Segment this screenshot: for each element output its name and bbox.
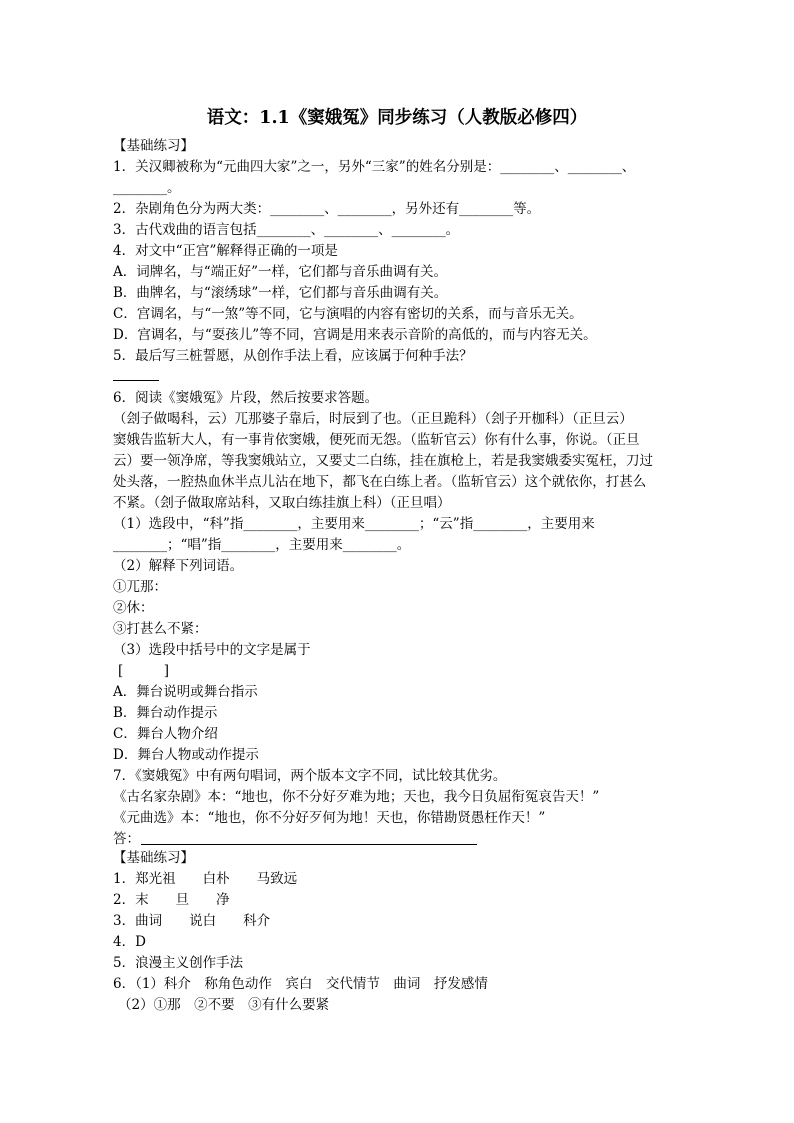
term-item: ①兀那： xyxy=(113,579,167,595)
option-d: D．宫调名，与“耍孩儿”等不同，宫调是用来表示音阶的高低的，而与内容无关。 xyxy=(113,327,597,343)
passage-line: 云）要一领净席，等我窦娥站立，又要丈二白练，挂在旗枪上，若是我窦娥委实冤枉，刀过 xyxy=(113,453,653,469)
passage-line: （刽子做喝科，云）兀那婆子靠后，时辰到了也。（正旦跪科）（刽子开枷科）（正旦云） xyxy=(113,411,633,427)
answer-bracket: [ ] xyxy=(118,663,170,679)
version-quote: 《古名家杂剧》本：“地也，你不分好歹难为地；天也，我今日负屈衔冤哀告天！” xyxy=(113,789,600,805)
option-c: C．宫调名，与“一煞”等不同，它与演唱的内容有密切的关系，而与音乐无关。 xyxy=(113,306,583,322)
option-c: C．舞台人物介绍 xyxy=(113,726,218,742)
question-7: 7．《窦娥冤》中有两句唱词，两个版本文字不同，试比较其优劣。 xyxy=(113,768,507,784)
answer-item: 6．（1）科介 称角色动作 宾白 交代情节 曲词 抒发感情 xyxy=(113,976,488,992)
answer-item: 3．曲词 说白 科介 xyxy=(113,913,271,929)
question-4: 4．对文中“正宫”解释得正确的一项是 xyxy=(113,243,338,259)
option-b: B．舞台动作提示 xyxy=(113,705,218,721)
option-d: D．舞台人物或动作提示 xyxy=(113,747,259,763)
option-b: B．曲牌名，与“滚绣球”一样，它们都与音乐曲调有关。 xyxy=(113,285,448,301)
term-item: ③打甚么不紧： xyxy=(113,621,208,637)
answer-item: 5．浪漫主义创作手法 xyxy=(113,955,244,971)
sub-question-3: （3）选段中括号中的文字是属于 xyxy=(113,642,311,658)
answer-item: （2）①那 ②不要 ③有什么要紧 xyxy=(118,997,330,1013)
document-title: 语文：1.1《窦娥冤》同步练习（人教版必修四） xyxy=(206,108,588,128)
question-5: 5．最后写三桩誓愿，从创作手法上看，应该属于何种手法？ xyxy=(113,348,473,364)
term-item: ②休： xyxy=(113,600,154,616)
sub-question-1: （1）选段中，“科”指________，主要用来________；“云”指________，主要用来 xyxy=(113,516,595,532)
answer-label: 答： xyxy=(113,831,140,847)
answer-item: 2．末 旦 净 xyxy=(113,892,230,908)
sub-question-1-cont: ________；“唱”指________，主要用来________。 xyxy=(113,537,411,553)
answers-heading: 【基础练习】 xyxy=(113,850,194,866)
question-2: 2．杂剧角色分为两大类：________、________，另外还有________等。 xyxy=(113,201,541,217)
answer-line xyxy=(113,380,159,381)
question-1-cont: ________。 xyxy=(113,180,181,196)
passage-line: 不紧。（刽子做取席站科，又取白练挂旗上科）（正旦唱） xyxy=(113,495,451,511)
version-quote: 《元曲选》本：“地也，你不分好歹何为地！天也，你错勘贤愚枉作天！” xyxy=(113,810,546,826)
option-a: A．词牌名，与“端正好”一样，它们都与音乐曲调有关。 xyxy=(113,264,448,280)
question-3: 3．古代戏曲的语言包括________、________、________。 xyxy=(113,222,460,238)
passage-line: 处头落，一腔热血休半点儿沾在地下，都飞在白练上者。（监斩官云）这个就依你，打甚么 xyxy=(113,474,647,490)
answer-item: 1．郑光祖 白朴 马致远 xyxy=(113,871,298,887)
question-1: 1．关汉卿被称为“元曲四大家”之一，另外“三家”的姓名分别是：________、________、 xyxy=(113,159,636,175)
passage-line: 窦娥告监斩大人，有一事肯依窦娥，便死而无怨。（监斩官云）你有什么事，你说。（正旦 xyxy=(113,432,640,448)
answer-line xyxy=(141,844,477,845)
sub-question-2: （2）解释下列词语。 xyxy=(113,558,244,574)
option-a: A．舞台说明或舞台指示 xyxy=(113,684,258,700)
answer-item: 4．D xyxy=(113,934,146,950)
section-heading: 【基础练习】 xyxy=(113,138,194,154)
question-6: 6．阅读《窦娥冤》片段，然后按要求答题。 xyxy=(113,390,379,406)
